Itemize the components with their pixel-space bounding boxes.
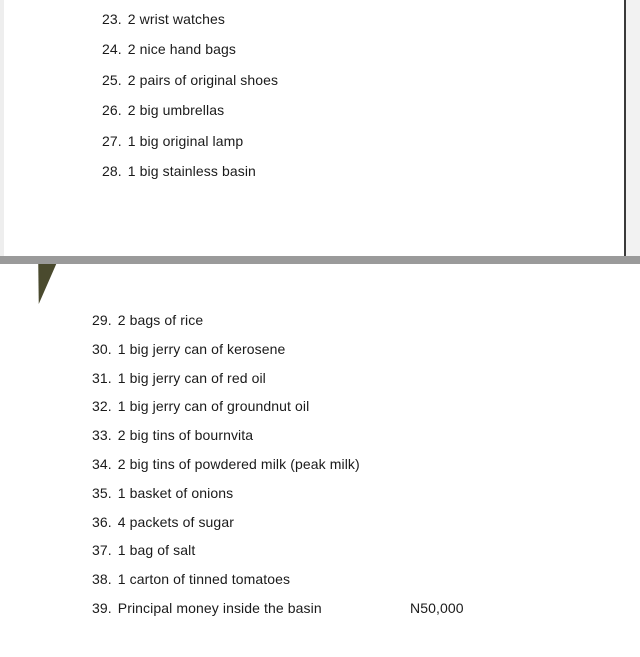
item-text: 2 bags of rice: [117, 312, 204, 328]
item-number: 30.: [92, 340, 112, 357]
item-text: 1 basket of onions: [117, 484, 234, 501]
item-text: Principal money inside the basin: [117, 599, 322, 616]
list-item: [102, 8, 278, 38]
item-number: 33.: [92, 427, 112, 444]
item-text: 2 pairs of original shoes: [127, 71, 279, 88]
list-item: [102, 99, 278, 129]
item-text: 2 big tins of bournvita: [117, 427, 254, 444]
item-text: 2 wrist watches: [127, 11, 225, 27]
item-number: 29.: [92, 312, 112, 328]
item-number: 26.: [102, 102, 122, 119]
item-text: 1 big original lamp: [127, 132, 244, 149]
item-number: 39.: [92, 599, 112, 616]
page-edge-right: [626, 0, 640, 256]
item-number: 36.: [92, 513, 112, 530]
item-text: 1 big jerry can of groundnut oil: [117, 398, 310, 415]
list-item: [92, 539, 360, 568]
item-number: 23.: [102, 11, 122, 27]
list-item: [102, 38, 278, 68]
item-number: 38.: [92, 571, 112, 588]
item-text: 4 packets of sugar: [117, 513, 234, 530]
item-text: 1 big jerry can of kerosene: [117, 340, 286, 357]
page-divider: [0, 256, 640, 264]
item-text: 1 big jerry can of red oil: [117, 369, 266, 386]
item-text: 1 bag of salt: [117, 542, 196, 559]
list-item: [102, 69, 278, 99]
item-amount: N50,000: [410, 599, 464, 616]
list-item: [92, 453, 360, 482]
list-item: [92, 597, 464, 626]
list-item: [102, 130, 278, 160]
item-list-top: [102, 8, 278, 190]
item-text: 2 big tins of powdered milk (peak milk): [117, 455, 360, 472]
list-item: [92, 568, 360, 597]
list-item: [92, 424, 360, 453]
item-text: 2 big umbrellas: [127, 102, 225, 119]
item-text: 1 big stainless basin: [127, 162, 256, 179]
item-number: 35.: [92, 484, 112, 501]
list-item: [92, 395, 360, 424]
item-text: 2 nice hand bags: [127, 41, 237, 58]
document-page-top: [4, 0, 626, 256]
list-item: [92, 511, 360, 540]
item-list-bottom: [92, 309, 464, 626]
list-item: [92, 367, 360, 396]
item-number: 24.: [102, 41, 122, 58]
item-number: 37.: [92, 542, 112, 559]
item-number: 28.: [102, 162, 122, 179]
item-number: 34.: [92, 455, 112, 472]
list-item: [92, 482, 360, 511]
item-number: 32.: [92, 398, 112, 415]
item-number: 25.: [102, 71, 122, 88]
item-text: 1 carton of tinned tomatoes: [117, 571, 291, 588]
list-item: [92, 338, 360, 367]
list-item: [92, 309, 360, 338]
item-number: 31.: [92, 369, 112, 386]
item-number: 27.: [102, 132, 122, 149]
list-item: [102, 160, 278, 190]
